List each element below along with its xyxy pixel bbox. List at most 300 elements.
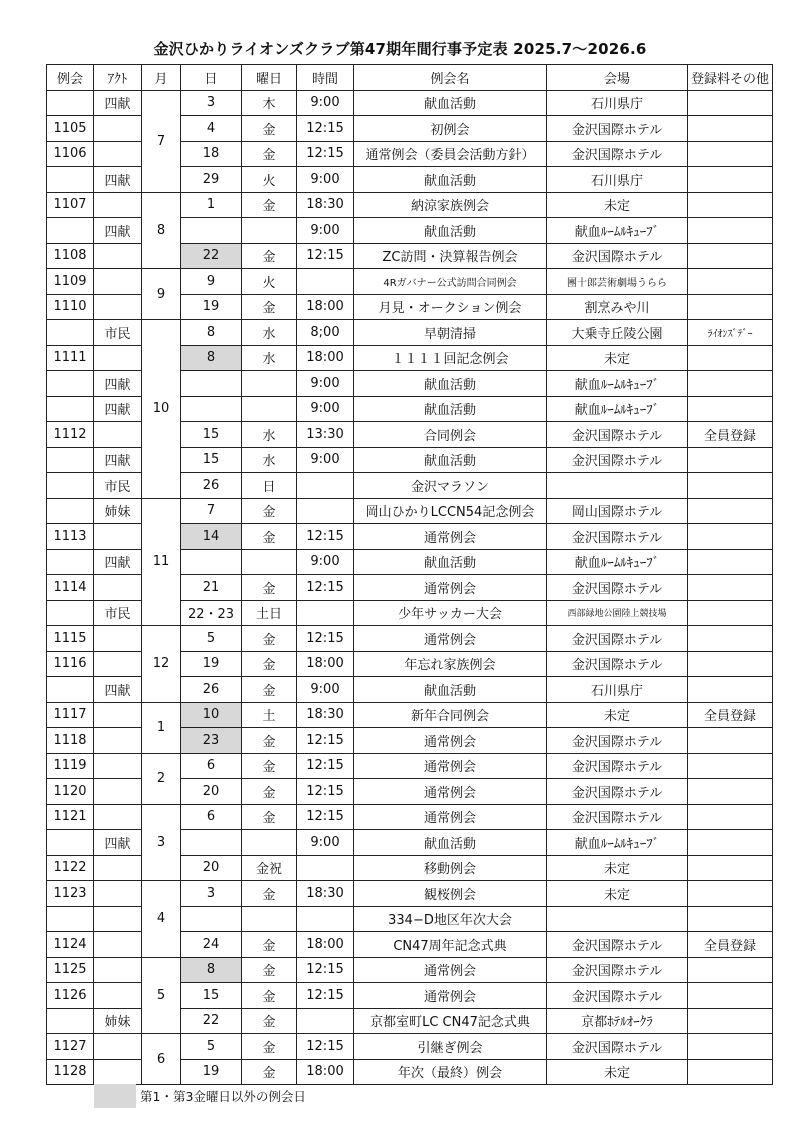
cell-time: 12:15 [297, 983, 354, 1009]
cell-activity [94, 779, 142, 805]
cell-day [181, 906, 242, 932]
cell-meeting-no [47, 677, 94, 703]
cell-meeting-no: 1105 [47, 116, 94, 142]
cell-meeting-no [47, 473, 94, 499]
cell-notes [688, 396, 773, 422]
cell-venue: 金沢国際ホテル [547, 804, 688, 830]
cell-venue: 未定 [547, 881, 688, 907]
cell-meeting-no: 1122 [47, 855, 94, 881]
cell-day: 26 [181, 473, 242, 499]
cell-notes [688, 830, 773, 856]
cell-meeting-name: 年忘れ家族例会 [354, 651, 547, 677]
cell-time: 9:00 [297, 167, 354, 193]
cell-day: 26 [181, 677, 242, 703]
cell-meeting-name: 合同例会 [354, 422, 547, 448]
cell-activity [94, 906, 142, 932]
cell-notes [688, 218, 773, 244]
cell-weekday: 火 [242, 167, 297, 193]
cell-weekday: 金 [242, 498, 297, 524]
cell-weekday: 金 [242, 651, 297, 677]
cell-time: 9:00 [297, 549, 354, 575]
cell-weekday: 金 [242, 1008, 297, 1034]
cell-day: 19 [181, 651, 242, 677]
cell-venue [547, 906, 688, 932]
cell-activity [94, 728, 142, 754]
cell-activity [94, 626, 142, 652]
cell-meeting-name: 通常例会 [354, 804, 547, 830]
cell-month: 1 [142, 702, 181, 753]
cell-venue: 割烹みや川 [547, 294, 688, 320]
cell-meeting-no [47, 447, 94, 473]
cell-time: 9:00 [297, 447, 354, 473]
cell-weekday: 火 [242, 269, 297, 295]
cell-activity [94, 524, 142, 550]
cell-activity [94, 116, 142, 142]
cell-meeting-name: 年次（最終）例会 [354, 1059, 547, 1085]
cell-time: 13:30 [297, 422, 354, 448]
cell-time: 12:15 [297, 1034, 354, 1060]
cell-meeting-no: 1106 [47, 141, 94, 167]
cell-notes: 全員登録 [688, 932, 773, 958]
cell-meeting-no [47, 320, 94, 346]
cell-meeting-no: 1117 [47, 702, 94, 728]
table-row [47, 90, 773, 116]
cell-weekday: 水 [242, 320, 297, 346]
cell-day: 3 [181, 90, 242, 116]
cell-day: 22 [181, 1008, 242, 1034]
cell-meeting-name: 通常例会 [354, 779, 547, 805]
header-meeting-name: 例会名 [354, 65, 547, 91]
cell-venue: 金沢国際ホテル [547, 524, 688, 550]
cell-notes [688, 524, 773, 550]
cell-notes [688, 549, 773, 575]
cell-weekday [242, 549, 297, 575]
cell-day: 10 [181, 702, 242, 728]
cell-activity [94, 1059, 142, 1085]
cell-activity: 姉妹 [94, 1008, 142, 1034]
cell-notes [688, 753, 773, 779]
cell-meeting-no: 1119 [47, 753, 94, 779]
cell-day: 5 [181, 626, 242, 652]
cell-venue: 未定 [547, 192, 688, 218]
cell-weekday: 土 [242, 702, 297, 728]
cell-venue: 金沢国際ホテル [547, 626, 688, 652]
legend [94, 1084, 306, 1108]
cell-meeting-name: 月見・オークション例会 [354, 294, 547, 320]
header-row [47, 65, 773, 91]
cell-venue: 献血ﾙｰﾑﾙｷｭｰﾌﾞ [547, 549, 688, 575]
cell-time: 8;00 [297, 320, 354, 346]
cell-activity: 四献 [94, 830, 142, 856]
cell-meeting-name: ZC訪問・決算報告例会 [354, 243, 547, 269]
cell-time [297, 906, 354, 932]
cell-activity [94, 932, 142, 958]
cell-day [181, 218, 242, 244]
cell-weekday: 金 [242, 1034, 297, 1060]
cell-venue: 金沢国際ホテル [547, 116, 688, 142]
cell-month: 12 [142, 626, 181, 703]
cell-meeting-name: 移動例会 [354, 855, 547, 881]
header-fee-notes: 登録料その他 [688, 65, 773, 91]
cell-venue: 未定 [547, 702, 688, 728]
cell-meeting-no: 1128 [47, 1059, 94, 1085]
cell-time: 12:15 [297, 804, 354, 830]
cell-weekday: 木 [242, 90, 297, 116]
cell-meeting-name: 献血活動 [354, 90, 547, 116]
cell-month: 3 [142, 804, 181, 881]
cell-time: 9:00 [297, 90, 354, 116]
cell-day [181, 549, 242, 575]
cell-venue: 金沢国際ホテル [547, 651, 688, 677]
cell-meeting-no: 1124 [47, 932, 94, 958]
cell-activity: 四献 [94, 396, 142, 422]
cell-time [297, 855, 354, 881]
cell-activity [94, 192, 142, 218]
cell-meeting-no [47, 830, 94, 856]
cell-meeting-name: 京都室町LC CN47記念式典 [354, 1008, 547, 1034]
table-row [47, 498, 773, 524]
cell-notes [688, 371, 773, 397]
cell-meeting-no: 1118 [47, 728, 94, 754]
cell-venue: 岡山国際ホテル [547, 498, 688, 524]
cell-notes [688, 575, 773, 601]
cell-weekday [242, 218, 297, 244]
cell-weekday [242, 396, 297, 422]
cell-day: 29 [181, 167, 242, 193]
cell-venue: 石川県庁 [547, 167, 688, 193]
cell-activity [94, 294, 142, 320]
cell-notes [688, 90, 773, 116]
cell-notes: 全員登録 [688, 702, 773, 728]
cell-day: 19 [181, 294, 242, 320]
cell-weekday: 金 [242, 728, 297, 754]
cell-day: 3 [181, 881, 242, 907]
cell-notes [688, 294, 773, 320]
cell-month: 6 [142, 1034, 181, 1085]
cell-day: 15 [181, 983, 242, 1009]
cell-meeting-no [47, 498, 94, 524]
header-activity: ｱｸﾄ [94, 65, 142, 91]
cell-notes [688, 983, 773, 1009]
cell-day: 21 [181, 575, 242, 601]
cell-activity [94, 141, 142, 167]
cell-venue: 未定 [547, 855, 688, 881]
cell-activity [94, 957, 142, 983]
cell-weekday [242, 830, 297, 856]
cell-meeting-name: 通常例会 [354, 524, 547, 550]
cell-meeting-name: 新年合同例会 [354, 702, 547, 728]
cell-meeting-name: 通常例会 [354, 753, 547, 779]
cell-meeting-name: 岡山ひかりLCCN54記念例会 [354, 498, 547, 524]
cell-notes [688, 855, 773, 881]
cell-day: 6 [181, 753, 242, 779]
cell-day: 8 [181, 320, 242, 346]
cell-weekday: 金 [242, 575, 297, 601]
cell-meeting-no: 1120 [47, 779, 94, 805]
cell-weekday: 水 [242, 422, 297, 448]
cell-activity [94, 651, 142, 677]
cell-weekday: 水 [242, 447, 297, 473]
cell-meeting-name: 初例会 [354, 116, 547, 142]
cell-weekday: 金 [242, 932, 297, 958]
cell-weekday: 金祝 [242, 855, 297, 881]
cell-meeting-name: 献血活動 [354, 447, 547, 473]
cell-notes [688, 728, 773, 754]
cell-time: 12:15 [297, 524, 354, 550]
cell-day [181, 396, 242, 422]
header-weekday: 曜日 [242, 65, 297, 91]
cell-meeting-no [47, 396, 94, 422]
cell-venue: 金沢国際ホテル [547, 983, 688, 1009]
cell-venue: 金沢国際ホテル [547, 447, 688, 473]
table-row [47, 192, 773, 218]
cell-weekday [242, 906, 297, 932]
cell-activity [94, 345, 142, 371]
cell-day: 19 [181, 1059, 242, 1085]
cell-time [297, 498, 354, 524]
header-day: 日 [181, 65, 242, 91]
cell-activity [94, 702, 142, 728]
cell-venue: 石川県庁 [547, 90, 688, 116]
cell-venue: 献血ﾙｰﾑﾙｷｭｰﾌﾞ [547, 830, 688, 856]
cell-time [297, 473, 354, 499]
cell-notes [688, 1034, 773, 1060]
cell-activity: 四献 [94, 218, 142, 244]
cell-activity [94, 753, 142, 779]
cell-activity [94, 575, 142, 601]
cell-activity [94, 243, 142, 269]
cell-time: 18:00 [297, 932, 354, 958]
cell-time: 9:00 [297, 218, 354, 244]
cell-weekday: 金 [242, 753, 297, 779]
cell-meeting-name: 引継ぎ例会 [354, 1034, 547, 1060]
cell-meeting-name: 通常例会（委員会活動方針） [354, 141, 547, 167]
cell-notes [688, 141, 773, 167]
cell-venue: 金沢国際ホテル [547, 243, 688, 269]
cell-meeting-name: 通常例会 [354, 575, 547, 601]
cell-activity [94, 422, 142, 448]
cell-meeting-name: 献血活動 [354, 167, 547, 193]
cell-notes [688, 957, 773, 983]
cell-venue: 金沢国際ホテル [547, 141, 688, 167]
cell-venue [547, 473, 688, 499]
schedule-table [46, 64, 773, 1085]
cell-time: 18:00 [297, 294, 354, 320]
legend-swatch [94, 1084, 136, 1108]
header-meeting-no: 例会 [47, 65, 94, 91]
cell-activity [94, 881, 142, 907]
cell-weekday: 金 [242, 779, 297, 805]
cell-time: 12:15 [297, 957, 354, 983]
cell-day: 20 [181, 855, 242, 881]
cell-notes [688, 473, 773, 499]
cell-day: 14 [181, 524, 242, 550]
cell-meeting-name: 献血活動 [354, 677, 547, 703]
cell-venue: 金沢国際ホテル [547, 779, 688, 805]
cell-notes: ﾗｲｵﾝｽﾞﾃﾞｰ [688, 320, 773, 346]
cell-notes: 全員登録 [688, 422, 773, 448]
cell-weekday: 金 [242, 677, 297, 703]
cell-venue: 未定 [547, 345, 688, 371]
cell-weekday: 金 [242, 141, 297, 167]
cell-month: 2 [142, 753, 181, 804]
cell-time [297, 1008, 354, 1034]
cell-notes [688, 677, 773, 703]
cell-meeting-no: 1112 [47, 422, 94, 448]
cell-notes [688, 269, 773, 295]
cell-day: 24 [181, 932, 242, 958]
cell-notes [688, 779, 773, 805]
cell-meeting-name: 334−D地区年次大会 [354, 906, 547, 932]
cell-time [297, 269, 354, 295]
cell-meeting-name: 献血活動 [354, 830, 547, 856]
table-row [47, 881, 773, 907]
cell-activity [94, 983, 142, 1009]
cell-meeting-name: 献血活動 [354, 218, 547, 244]
cell-time: 12:15 [297, 728, 354, 754]
cell-month: 8 [142, 192, 181, 269]
cell-meeting-no: 1116 [47, 651, 94, 677]
cell-venue: 石川県庁 [547, 677, 688, 703]
cell-activity [94, 269, 142, 295]
cell-month: 5 [142, 957, 181, 1034]
cell-meeting-no: 1113 [47, 524, 94, 550]
cell-weekday: 日 [242, 473, 297, 499]
cell-meeting-name: 献血活動 [354, 371, 547, 397]
cell-time: 12:15 [297, 753, 354, 779]
cell-notes [688, 345, 773, 371]
cell-activity: 四献 [94, 371, 142, 397]
cell-meeting-no: 1121 [47, 804, 94, 830]
cell-time: 12:15 [297, 141, 354, 167]
table-row [47, 753, 773, 779]
cell-day: 4 [181, 116, 242, 142]
cell-notes [688, 804, 773, 830]
cell-meeting-no: 1126 [47, 983, 94, 1009]
cell-venue: 金沢国際ホテル [547, 753, 688, 779]
cell-activity: 四献 [94, 90, 142, 116]
cell-meeting-no: 1107 [47, 192, 94, 218]
cell-notes [688, 447, 773, 473]
cell-weekday: 金 [242, 1059, 297, 1085]
cell-meeting-name: 通常例会 [354, 983, 547, 1009]
cell-meeting-no: 1123 [47, 881, 94, 907]
cell-activity: 四献 [94, 167, 142, 193]
cell-meeting-name: 通常例会 [354, 626, 547, 652]
cell-time [297, 600, 354, 626]
cell-meeting-name: 金沢マラソン [354, 473, 547, 499]
schedule-body [47, 90, 773, 1085]
cell-notes [688, 906, 773, 932]
cell-activity: 姉妹 [94, 498, 142, 524]
cell-day: 6 [181, 804, 242, 830]
cell-venue: 未定 [547, 1059, 688, 1085]
cell-notes [688, 192, 773, 218]
cell-time: 18:30 [297, 192, 354, 218]
page-title: 金沢ひかりライオンズクラブ第47期年間行事予定表 2025.7〜2026.6 [153, 40, 647, 58]
cell-venue: 金沢国際ホテル [547, 957, 688, 983]
cell-meeting-no [47, 167, 94, 193]
cell-time: 12:15 [297, 243, 354, 269]
cell-venue: 團十郎芸術劇場うらら [547, 269, 688, 295]
cell-day: 9 [181, 269, 242, 295]
cell-time: 9:00 [297, 830, 354, 856]
cell-notes [688, 600, 773, 626]
cell-activity: 四献 [94, 677, 142, 703]
header-month: 月 [142, 65, 181, 91]
cell-activity: 市民 [94, 320, 142, 346]
cell-venue: 京都ﾎﾃﾙｵｰｸﾗ [547, 1008, 688, 1034]
cell-weekday: 金 [242, 294, 297, 320]
cell-meeting-name: 通常例会 [354, 728, 547, 754]
cell-time: 18:00 [297, 345, 354, 371]
cell-meeting-no: 1127 [47, 1034, 94, 1060]
cell-month: 11 [142, 498, 181, 626]
cell-weekday: 金 [242, 192, 297, 218]
cell-venue: 金沢国際ホテル [547, 932, 688, 958]
cell-time: 9:00 [297, 677, 354, 703]
cell-weekday: 土日 [242, 600, 297, 626]
cell-venue: 献血ﾙｰﾑﾙｷｭｰﾌﾞ [547, 396, 688, 422]
cell-weekday: 金 [242, 881, 297, 907]
cell-time: 12:15 [297, 779, 354, 805]
table-row [47, 626, 773, 652]
cell-day: 22 [181, 243, 242, 269]
cell-weekday: 金 [242, 243, 297, 269]
table-row [47, 804, 773, 830]
cell-meeting-no [47, 1008, 94, 1034]
cell-meeting-name: 通常例会 [354, 957, 547, 983]
legend-text: 第1・第3金曜日以外の例会日 [140, 1089, 306, 1104]
table-row [47, 957, 773, 983]
cell-day: 22・23 [181, 600, 242, 626]
cell-meeting-no: 1111 [47, 345, 94, 371]
cell-weekday: 金 [242, 116, 297, 142]
cell-meeting-name: 献血活動 [354, 396, 547, 422]
cell-time: 18:00 [297, 1059, 354, 1085]
cell-time: 9:00 [297, 371, 354, 397]
cell-meeting-no: 1110 [47, 294, 94, 320]
header-venue: 会場 [547, 65, 688, 91]
cell-day: 8 [181, 345, 242, 371]
cell-time: 12:15 [297, 116, 354, 142]
cell-notes [688, 243, 773, 269]
cell-month: 4 [142, 881, 181, 958]
header-time: 時間 [297, 65, 354, 91]
cell-month: 10 [142, 320, 181, 499]
cell-meeting-no: 1108 [47, 243, 94, 269]
table-row [47, 269, 773, 295]
cell-activity [94, 855, 142, 881]
cell-meeting-name: 観桜例会 [354, 881, 547, 907]
table-row [47, 1034, 773, 1060]
cell-venue: 献血ﾙｰﾑﾙｷｭｰﾌﾞ [547, 371, 688, 397]
cell-day [181, 830, 242, 856]
cell-meeting-no: 1125 [47, 957, 94, 983]
cell-meeting-no: 1114 [47, 575, 94, 601]
cell-day: 5 [181, 1034, 242, 1060]
cell-venue: 大乗寺丘陵公園 [547, 320, 688, 346]
cell-meeting-no [47, 600, 94, 626]
cell-time: 9:00 [297, 396, 354, 422]
cell-day: 18 [181, 141, 242, 167]
cell-day: 15 [181, 447, 242, 473]
cell-activity: 四献 [94, 447, 142, 473]
cell-month: 9 [142, 269, 181, 320]
cell-meeting-name: 早朝清掃 [354, 320, 547, 346]
cell-meeting-no: 1109 [47, 269, 94, 295]
cell-notes [688, 651, 773, 677]
